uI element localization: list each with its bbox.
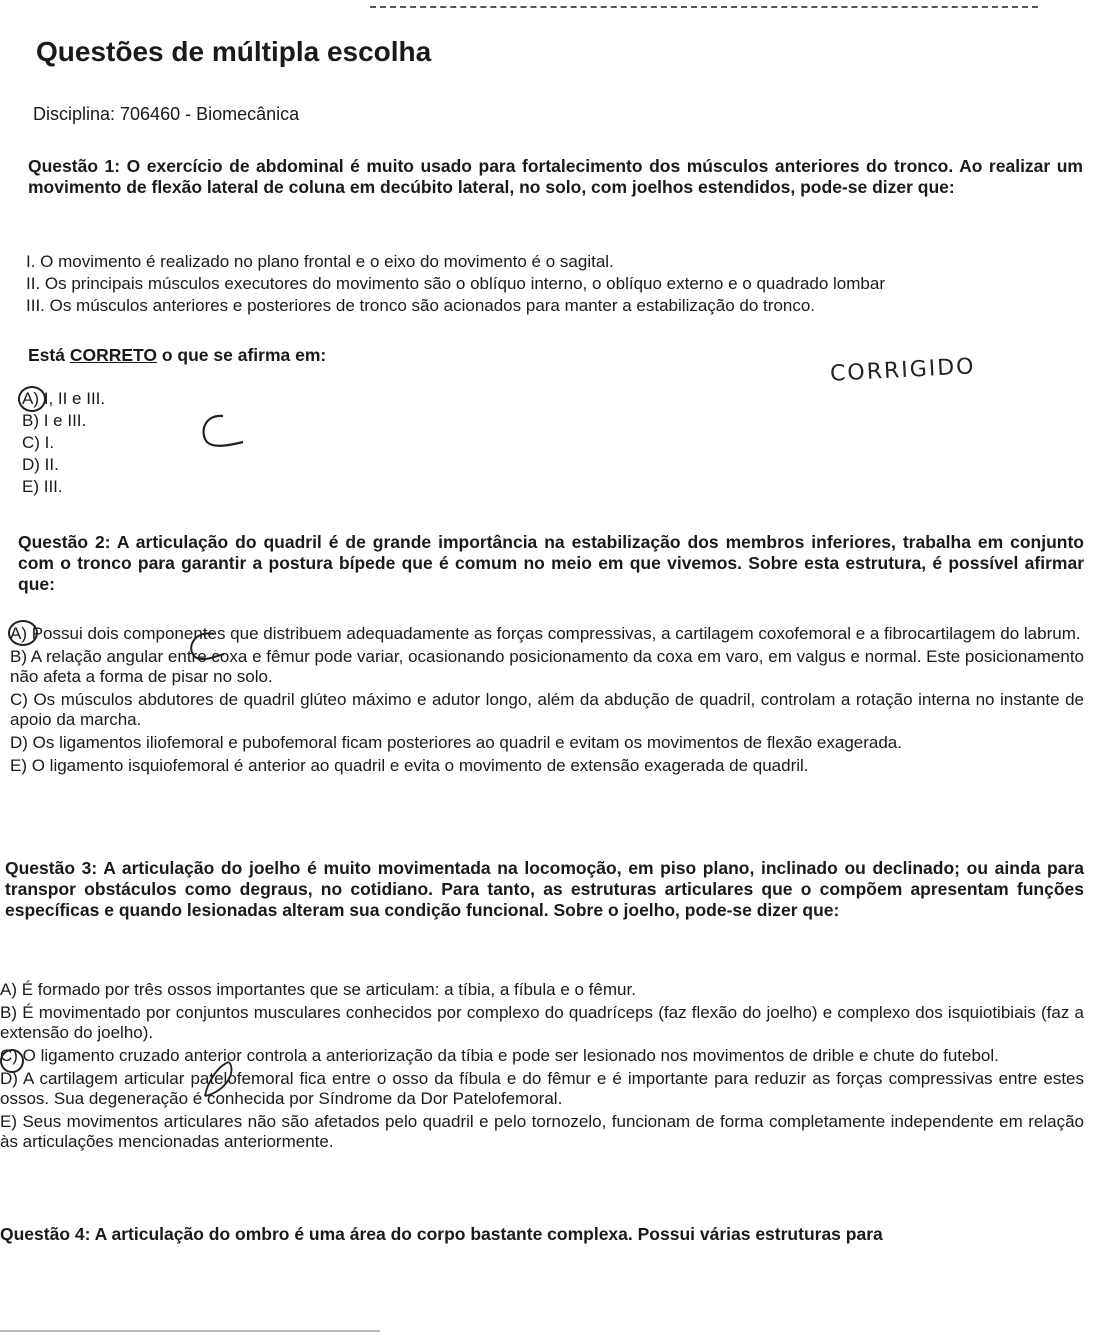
- question-3-options: [0, 980, 1084, 1155]
- question-4-statement: Questão 4: A articulação do ombro é uma área do corpo bastante complexa. Possui várias estruturas para: [0, 1224, 883, 1244]
- discipline-label: Disciplina: 706460 - Biomecânica: [33, 104, 300, 124]
- answer-circle-mark: [0, 1049, 24, 1073]
- question-3-option-b[interactable]: B) É movimentado por conjuntos musculares conhecidos por complexo do quadríceps (faz flexão do joelho) e complexo dos isquiotibiais (faz a extensão do joelho).: [0, 1003, 1084, 1042]
- question-3-option-e[interactable]: E) Seus movimentos articulares não são afetados pelo quadril e pelo tornozelo, funcionam de forma completamente independente em relação às articulações mencionadas anteriormente.: [0, 1112, 1084, 1151]
- question-2-option-c[interactable]: C) Os músculos abdutores de quadril glúteo máximo e adutor longo, além da abdução de quadril, controlam a rotação interna no instante de apoio da marcha.: [10, 690, 1084, 729]
- question-1-option-a[interactable]: A) I, II e III.: [22, 389, 106, 408]
- question-1-prompt: [28, 345, 326, 366]
- top-dashed-rule: [370, 6, 1038, 8]
- question-1-option-c[interactable]: C) I.: [22, 433, 55, 452]
- question-3-option-d[interactable]: D) A cartilagem articular patelofemoral fica entre o osso da fíbula e do fêmur e é importante para reduzir as forças compressivas entre estes ossos. Sua degeneração é conhecida por Síndrome da Dor Patelofemoral.: [0, 1069, 1084, 1108]
- question-1-option-d[interactable]: D) II.: [22, 455, 59, 474]
- question-2-options: [10, 624, 1084, 779]
- question-3-option-a[interactable]: A) É formado por três ossos importantes que se articulam: a tíbia, a fíbula e o fêmur.: [0, 980, 636, 999]
- question-1-item-3: III. Os músculos anteriores e posteriores de tronco são acionados para manter a estabilização do tronco.: [26, 296, 816, 315]
- question-2-option-e[interactable]: E) O ligamento isquiofemoral é anterior ao quadril e evita o movimento de extensão exagerada de quadril.: [10, 756, 809, 775]
- handwritten-corrigido-annotation: CORRIGIDO: [829, 354, 977, 387]
- handwritten-c-mark: [195, 410, 255, 455]
- prompt-keyword: CORRETO: [69, 345, 158, 365]
- answer-circle-mark: [18, 386, 46, 412]
- question-2-statement: Questão 2: A articulação do quadril é de grande importância na estabilização dos membros inferiores, trabalha em conjunto com o tronco para garantir a postura bípede que é comum no meio em que vivemos. Sobre esta estrutura, é possível afirmar que:: [18, 532, 1084, 594]
- question-3-statement: Questão 3: A articulação do joelho é muito movimentada na locomoção, em piso plano, inclinado ou declinado; ou ainda para transpor obstáculos como degraus, no cotidiano. Para tanto, as estruturas articulares que o compõem apresentam funções específicas e quando lesionadas alteram sua condição funcional. Sobre o joelho, pode-se dizer que:: [5, 858, 1084, 920]
- question-1-option-e[interactable]: E) III.: [22, 477, 63, 496]
- handwritten-c-mark: [180, 628, 240, 668]
- question-1-items: [26, 251, 1086, 317]
- bottom-rule: [0, 1330, 380, 1332]
- question-2-option-b[interactable]: B) A relação angular entre coxa e fêmur pode variar, ocasionando posicionamento da coxa em varo, em valgus e normal. Este posicionamento não afeta a forma de pisar no solo.: [10, 647, 1084, 686]
- answer-circle-mark: [8, 620, 38, 646]
- prompt-prefix: Está: [28, 345, 70, 365]
- handwritten-slash-mark: [195, 1058, 245, 1108]
- question-2-option-d[interactable]: D) Os ligamentos iliofemoral e pubofemoral ficam posteriores ao quadril e evitam os movimentos de flexão exagerada.: [10, 733, 902, 752]
- question-1-statement: Questão 1: O exercício de abdominal é muito usado para fortalecimento dos músculos anteriores do tronco. Ao realizar um movimento de flexão lateral de coluna em decúbito lateral, no solo, com joelhos estendidos, pode-se dizer que:: [28, 156, 1083, 197]
- prompt-suffix: o que se afirma em:: [157, 345, 327, 365]
- page-title: Questões de múltipla escolha: [36, 36, 432, 67]
- question-1-option-b[interactable]: B) I e III.: [22, 411, 87, 430]
- question-2-option-a[interactable]: A) Possui dois componentes que distribuem adequadamente as forças compressivas, a cartilagem coxofemoral e a fibrocartilagem do labrum.: [10, 624, 1081, 643]
- question-1-item-2: II. Os principais músculos executores do movimento são o oblíquo interno, o oblíquo externo e o quadrado lombar: [26, 274, 885, 293]
- question-1-item-1: I. O movimento é realizado no plano frontal e o eixo do movimento é o sagital.: [26, 252, 614, 271]
- question-3-option-c[interactable]: C) O ligamento cruzado anterior controla a anteriorização da tíbia e pode ser lesionado nos movimentos de drible e chute do futebol.: [0, 1046, 999, 1065]
